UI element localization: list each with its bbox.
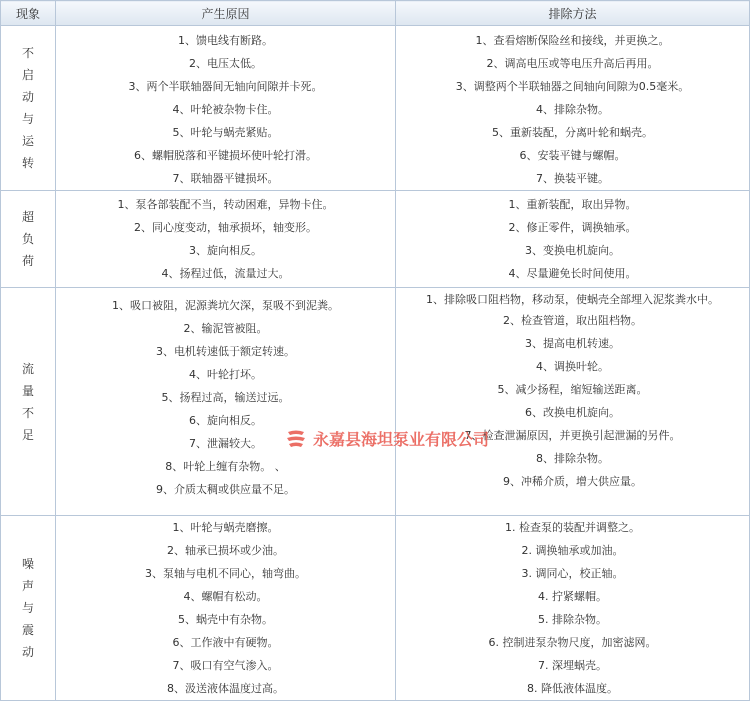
header-row (1, 1, 750, 26)
remedy-item: 1. 检查泵的装配并调整之。 (505, 521, 640, 534)
remedy-item: 2、检查管道，取出阻档物。 (503, 314, 642, 327)
remedy-item: 6、安装平键与螺帽。 (519, 149, 626, 162)
cause-item: 4、叶轮被杂物卡住。 (172, 103, 279, 116)
symptom-label: 超负荷 (21, 210, 34, 268)
remedy-item: 5、减少扬程，缩短输送距离。 (497, 383, 648, 396)
remedy-item: 3、变换电机旋向。 (525, 244, 620, 257)
cause-item: 8、叶轮上缠有杂物。 、 (165, 460, 286, 473)
symptom-label: 噪声与震动 (21, 557, 34, 659)
cause-item: 7、泄漏较大。 (189, 437, 262, 450)
cause-item: 2、同心度变动，轴承损坏，轴变形。 (134, 221, 317, 234)
symptom-cell (1, 516, 56, 701)
remedy-item: 9、冲稀介质，增大供应量。 (503, 475, 642, 488)
cause-item: 9、介质太稠或供应量不足。 (156, 483, 295, 496)
header-symptom: 现象 (1, 1, 56, 26)
cause-item: 3、两个半联轴器间无轴向间隙并卡死。 (128, 80, 323, 93)
remedy-item: 3、提高电机转速。 (525, 337, 620, 350)
remedy-item: 1、排除吸口阻档物，移动泵，使蜗壳全部埋入泥浆粪水中。 (426, 293, 719, 306)
remedy-item: 1、重新装配，取出异物。 (508, 198, 637, 211)
symptom-cell (1, 288, 56, 516)
remedy-item: 5. 排除杂物。 (538, 613, 607, 626)
remedy-item: 4、尽量避免长时间使用。 (508, 267, 637, 280)
cause-cell (56, 191, 396, 288)
table-row (1, 191, 750, 288)
remedy-item: 4. 拧紧螺帽。 (538, 590, 607, 603)
cause-item: 2、轴承已损坏或少油。 (167, 544, 284, 557)
remedy-item: 8. 降低液体温度。 (527, 682, 618, 695)
symptom-label: 流量不足 (21, 361, 34, 442)
symptom-label: 不启动与运转 (21, 46, 34, 170)
remedy-cell (396, 516, 750, 701)
remedy-item: 2、调高电压或等电压升高后再用。 (486, 57, 659, 70)
remedy-item: 3. 调同心，校正轴。 (521, 567, 624, 580)
table-row (1, 288, 750, 516)
watermark-text: 永嘉县海坦泵业有限公司 (313, 430, 490, 449)
remedy-item: 3、调整两个半联轴器之间轴向间隙为0.5毫米。 (455, 80, 690, 93)
table-row (1, 516, 750, 701)
cause-item: 1、馈电线有断路。 (178, 34, 273, 47)
remedy-item: 7、换装平键。 (536, 172, 609, 185)
cause-item: 5、叶轮与蜗壳紧贴。 (172, 126, 279, 139)
symptom-cell (1, 26, 56, 191)
remedy-item: 2、修正零件，调换轴承。 (508, 221, 637, 234)
cause-item: 5、扬程过高，输送过远。 (161, 391, 290, 404)
cause-item: 6、螺帽脱落和平键损坏使叶轮打滑。 (134, 149, 317, 162)
remedy-cell (396, 191, 750, 288)
cause-item: 2、输泥管被阻。 (183, 322, 268, 335)
cause-cell (56, 26, 396, 191)
remedy-item: 4、调换叶轮。 (536, 360, 609, 373)
cause-item: 5、蜗壳中有杂物。 (178, 613, 273, 626)
cause-item: 3、旋向相反。 (189, 244, 262, 257)
cause-item: 4、螺帽有松动。 (183, 590, 268, 603)
remedy-item: 6. 控制进泵杂物尺度，加密滤网。 (488, 636, 657, 649)
remedy-item: 1、查看熔断保险丝和接线，并更换之。 (475, 34, 670, 47)
remedy-item: 6、改换电机旋向。 (525, 406, 620, 419)
remedy-item: 7. 深埋蜗壳。 (538, 659, 607, 672)
cause-item: 3、泵轴与电机不同心，轴弯曲。 (145, 567, 306, 580)
header-remedy: 排除方法 (396, 1, 750, 26)
cause-item: 8、汲送液体温度过高。 (167, 682, 284, 695)
cause-item: 4、叶轮打坏。 (189, 368, 262, 381)
cause-item: 6、旋向相反。 (189, 414, 262, 427)
cause-item: 1、泵各部装配不当，转动困难，异物卡住。 (117, 198, 334, 211)
remedy-item: 4、排除杂物。 (536, 103, 609, 116)
symptom-cell (1, 191, 56, 288)
cause-item: 7、联轴器平键损坏。 (172, 172, 279, 185)
cause-cell (56, 516, 396, 701)
remedy-item: 2. 调换轴承或加油。 (521, 544, 624, 557)
cause-item: 6、工作液中有硬物。 (172, 636, 279, 649)
cause-cell (56, 288, 396, 516)
cause-item: 7、吸口有空气渗入。 (172, 659, 279, 672)
header-cause: 产生原因 (56, 1, 396, 26)
remedy-item: 5、重新装配，分离叶轮和蜗壳。 (492, 126, 653, 139)
remedy-item: 8、排除杂物。 (536, 452, 609, 465)
cause-item: 2、电压太低。 (189, 57, 262, 70)
cause-item: 1、吸口被阻，泥源粪坑欠深，泵吸不到泥粪。 (112, 299, 339, 312)
cause-item: 1、叶轮与蜗壳磨擦。 (172, 521, 279, 534)
remedy-cell (396, 26, 750, 191)
remedy-cell (396, 288, 750, 516)
cause-item: 3、电机转速低于额定转速。 (156, 345, 295, 358)
remedy-item: 7、检查泄漏原因，并更换引起泄漏的另件。 (464, 429, 681, 442)
cause-item: 4、扬程过低，流量过大。 (161, 267, 290, 280)
table-row (1, 26, 750, 191)
